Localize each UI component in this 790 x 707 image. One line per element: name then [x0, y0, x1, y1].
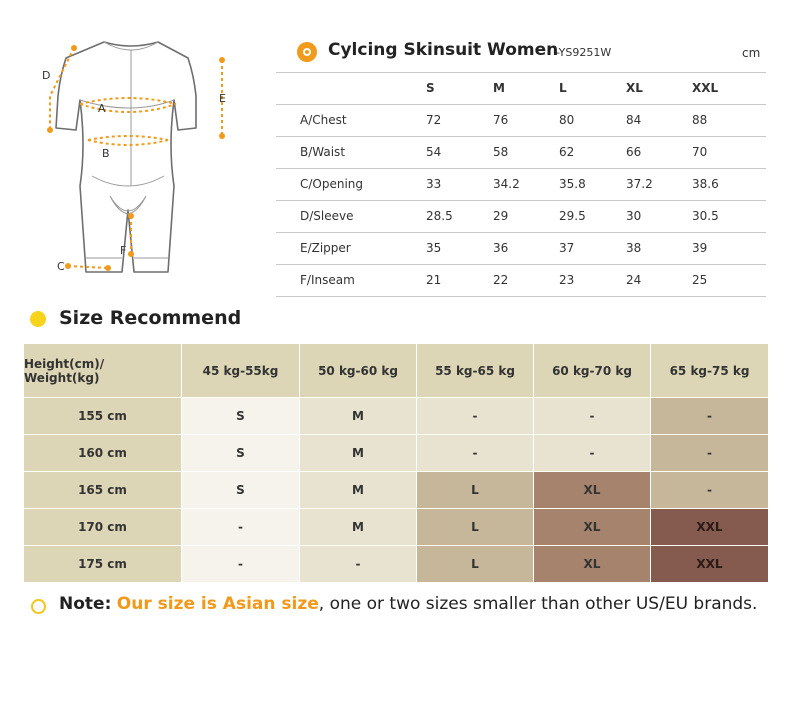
size-cell: M: [300, 472, 416, 508]
weight-header: 60 kg-70 kg: [534, 344, 650, 397]
size-chart-row: [276, 201, 766, 233]
measure-value: 29.5: [559, 209, 586, 223]
recommend-row: [24, 398, 768, 434]
size-cell: -: [651, 435, 768, 471]
unit-label: cm: [742, 46, 761, 60]
measure-value: 25: [692, 273, 708, 287]
size-cell: -: [651, 398, 768, 434]
note-highlight: Our size is Asian size: [116, 594, 319, 614]
measure-value: 22: [493, 273, 509, 287]
measure-value: 34.2: [493, 177, 520, 191]
size-cell: XL: [534, 509, 650, 545]
size-cell: M: [300, 398, 416, 434]
size-note: [59, 594, 757, 614]
recommend-header-row: [24, 344, 768, 397]
skinsuit-diagram: [28, 36, 238, 286]
label-f: F: [120, 244, 127, 257]
measure-value: 29: [493, 209, 509, 223]
size-header: S: [426, 81, 435, 95]
height-label: 160 cm: [24, 435, 181, 471]
size-recommend-grid: [24, 344, 768, 583]
measure-value: 30.5: [692, 209, 719, 223]
recommend-row: [24, 509, 768, 545]
size-cell: M: [300, 509, 416, 545]
measure-value: 66: [626, 145, 642, 159]
size-cell: -: [534, 435, 650, 471]
size-cell: S: [182, 398, 299, 434]
label-d: D: [42, 69, 51, 82]
size-cell: -: [534, 398, 650, 434]
size-header: XL: [626, 81, 643, 95]
title-bullet-icon: [297, 42, 317, 62]
model-code: -YS9251W: [556, 46, 612, 59]
measure-value: 70: [692, 145, 708, 159]
note-label: Note:: [59, 594, 112, 614]
note-bullet-icon: [31, 599, 46, 614]
size-cell: L: [417, 472, 533, 508]
measure-value: 28.5: [426, 209, 453, 223]
section-bullet-icon: [30, 311, 46, 327]
measure-value: 54: [426, 145, 442, 159]
size-cell: XL: [534, 472, 650, 508]
recommend-row: [24, 472, 768, 508]
measure-value: 36: [493, 241, 509, 255]
size-header: L: [559, 81, 567, 95]
measure-value: 37: [559, 241, 575, 255]
height-label: 175 cm: [24, 546, 181, 582]
size-header: M: [493, 81, 505, 95]
size-chart-table: [276, 72, 766, 297]
note-text: , one or two sizes smaller than other US/EU brands.: [318, 594, 758, 614]
measure-value: 39: [692, 241, 708, 255]
recommend-row: [24, 546, 768, 582]
height-label: 155 cm: [24, 398, 181, 434]
measure-value: 37.2: [626, 177, 653, 191]
size-header: XXL: [692, 81, 719, 95]
label-e: E: [219, 92, 226, 105]
label-c: C: [57, 260, 65, 273]
corner-header: Height(cm)/ Weight(kg): [24, 344, 181, 397]
measure-label: B/Waist: [300, 145, 346, 159]
measure-label: E/Zipper: [300, 241, 351, 255]
recommend-row: [24, 435, 768, 471]
label-b: B: [102, 147, 110, 160]
weight-header: 50 kg-60 kg: [300, 344, 416, 397]
measure-label: C/Opening: [300, 177, 364, 191]
measure-value: 62: [559, 145, 575, 159]
size-cell: S: [182, 472, 299, 508]
size-cell: -: [182, 546, 299, 582]
size-chart-row: [276, 233, 766, 265]
measure-value: 38.6: [692, 177, 719, 191]
recommend-title: Size Recommend: [59, 307, 242, 329]
measure-value: 72: [426, 113, 442, 127]
height-label: 170 cm: [24, 509, 181, 545]
size-cell: -: [417, 398, 533, 434]
measure-label: D/Sleeve: [300, 209, 354, 223]
measure-value: 24: [626, 273, 642, 287]
size-chart-row: [276, 137, 766, 169]
measure-value: 21: [426, 273, 442, 287]
size-cell: L: [417, 509, 533, 545]
measure-value: 38: [626, 241, 642, 255]
weight-header: 65 kg-75 kg: [651, 344, 768, 397]
measure-value: 88: [692, 113, 708, 127]
size-cell: L: [417, 546, 533, 582]
weight-header: 45 kg-55kg: [182, 344, 299, 397]
size-chart-row: [276, 169, 766, 201]
measure-value: 58: [493, 145, 509, 159]
size-chart-row: [276, 265, 766, 297]
size-cell: XL: [534, 546, 650, 582]
measure-value: 35.8: [559, 177, 586, 191]
size-cell: -: [651, 472, 768, 508]
size-cell: S: [182, 435, 299, 471]
size-cell: -: [182, 509, 299, 545]
size-cell: XXL: [651, 509, 768, 545]
measure-value: 84: [626, 113, 642, 127]
skinsuit-outline: [56, 42, 196, 272]
measure-label: A/Chest: [300, 113, 347, 127]
size-cell: XXL: [651, 546, 768, 582]
measure-value: 35: [426, 241, 442, 255]
measure-value: 23: [559, 273, 575, 287]
measure-label: F/Inseam: [300, 273, 355, 287]
size-cell: M: [300, 435, 416, 471]
measure-value: 30: [626, 209, 642, 223]
label-a: A: [98, 102, 106, 115]
measure-value: 80: [559, 113, 575, 127]
height-label: 165 cm: [24, 472, 181, 508]
measure-value: 33: [426, 177, 442, 191]
size-chart-row: [276, 105, 766, 137]
size-cell: -: [300, 546, 416, 582]
product-title: Cylcing Skinsuit Women: [328, 40, 559, 60]
weight-header: 55 kg-65 kg: [417, 344, 533, 397]
size-chart-header-row: [276, 72, 766, 105]
measure-value: 76: [493, 113, 509, 127]
size-cell: -: [417, 435, 533, 471]
